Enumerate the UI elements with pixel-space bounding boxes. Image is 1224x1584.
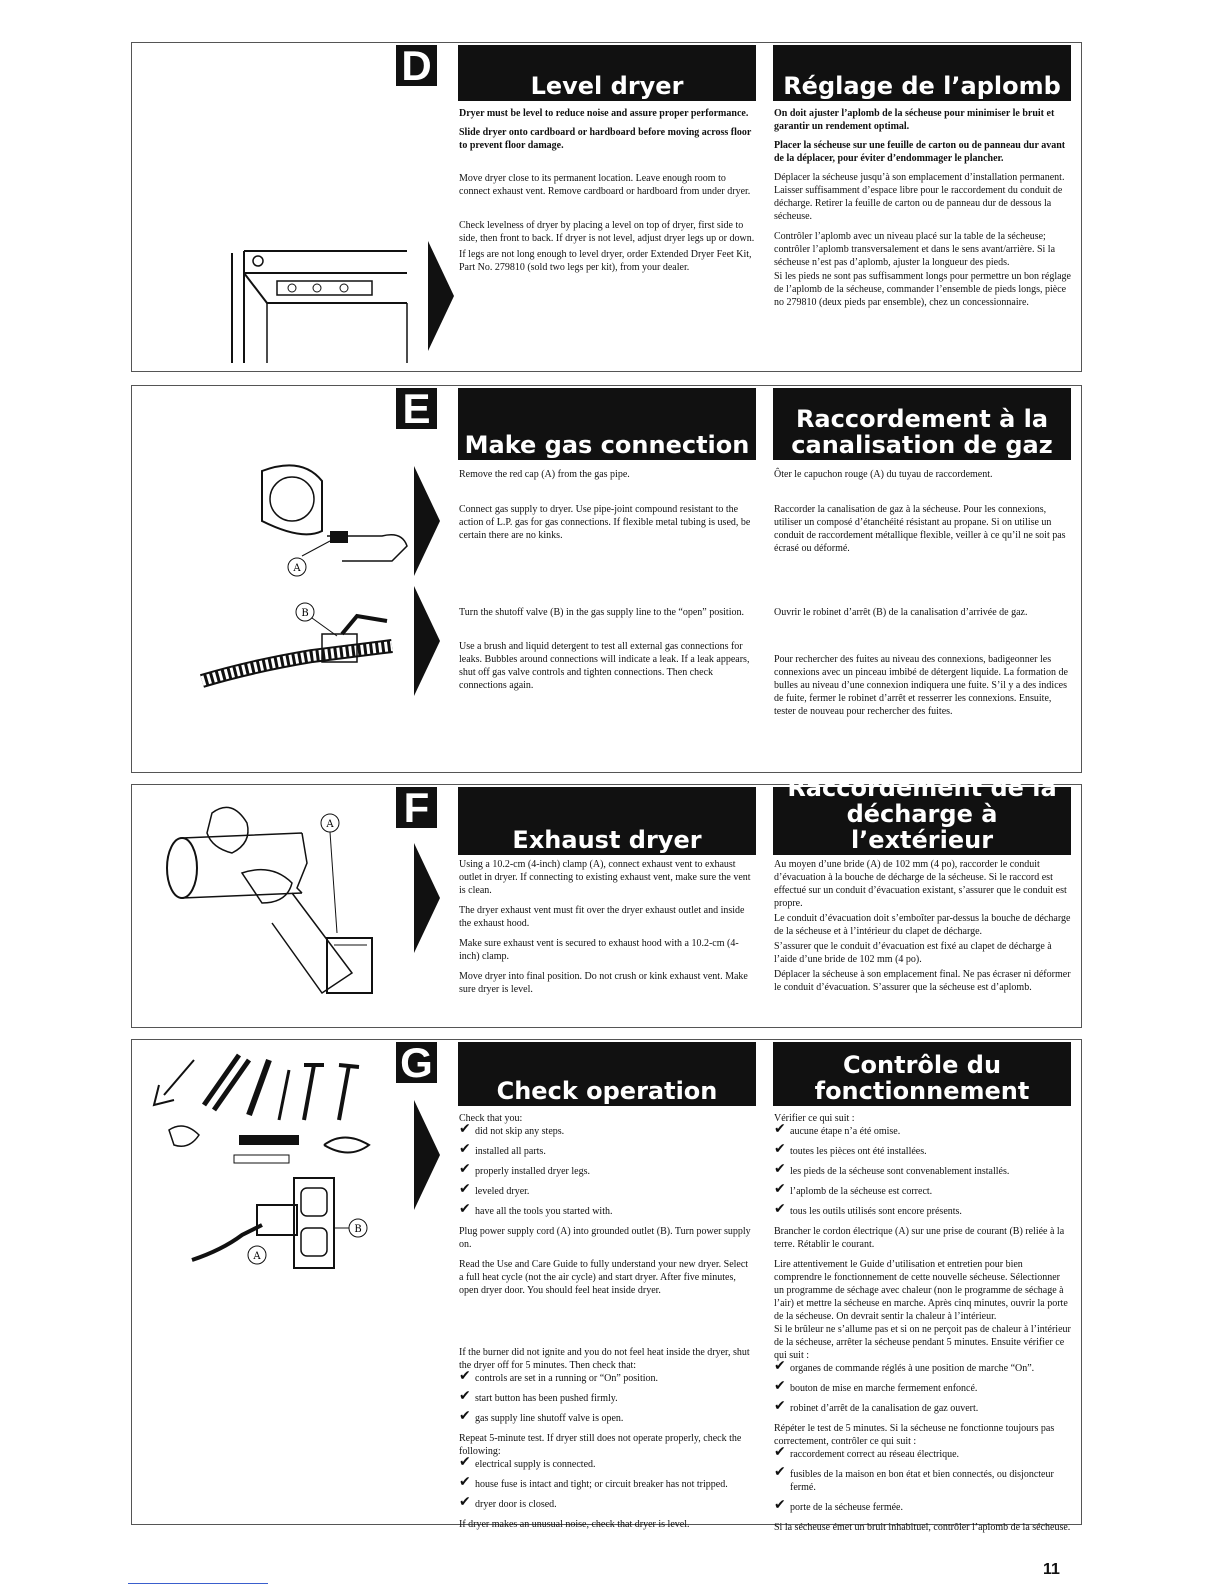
level-dryer-text-en: [459, 107, 755, 281]
section-level-dryer: [131, 42, 1082, 372]
exhaust-vent-illustration: [152, 793, 382, 1023]
power-cord-label-a: A: [253, 1251, 261, 1262]
shutoff-valve-illustration: [192, 596, 422, 706]
decharge-exterieur-para-4: Déplacer la sécheuse à son emplacement final. Ne pas écraser ni déformer le conduit d’évacuation. S’assurer que la sécheuse est d’aplomb.: [774, 969, 1071, 993]
heading-gas-connection-fr-line-2: canalisation de gaz: [791, 431, 1053, 459]
outlet-label-b: B: [354, 1224, 362, 1235]
checklist-item: ✔ les pieds de la sécheuse sont convenablement installés.: [774, 1165, 1072, 1178]
exhaust-dryer-para-2: The dryer exhaust vent must fit over the dryer exhaust outlet and inside the exhaust hood.: [459, 905, 745, 929]
checklist-item: ✔ start button has been pushed firmly.: [459, 1392, 755, 1405]
power-outlet-illustration: [182, 1170, 382, 1280]
checklist-item: ✔ did not skip any steps.: [459, 1125, 755, 1138]
controle-fonctionnement-checklist-3: [774, 1448, 1072, 1514]
gas-connection-para-2: Connect gas supply to dryer. Use pipe-joint compound resistant to the action of L.P. gas for gas connections. If flexible metal tubing is used, be certain there are no kinks.: [459, 504, 751, 541]
decharge-exterieur-para-1: Au moyen d’une bride (A) de 102 mm (4 po), raccorder le conduit d’évacuation à la bouche de décharge de la sécheuse. Si le raccord est effectué sur un conduit d’évacuation existant, s’assurer que le conduit est propre.: [774, 859, 1067, 909]
check-operation-text-fr: [774, 1112, 1072, 1541]
exhaust-dryer-text-fr: [774, 858, 1072, 1001]
heading-level-dryer-en: Level dryer: [458, 45, 756, 101]
gas-connection-text-en: [459, 468, 755, 699]
decharge-exterieur-para-2: Le conduit d’évacuation doit s’emboîter par-dessus la bouche de décharge de la sécheuse et à l’intérieur du clapet de décharge.: [774, 913, 1071, 937]
check-operation-para-2: Read the Use and Care Guide to fully understand your new dryer. Select a full heat cycle (not the air cycle) and start dryer. After five minutes, open dryer door. You should feel heat inside dryer.: [459, 1259, 749, 1296]
exhaust-dryer-text-en: [459, 858, 755, 1003]
level-dryer-text-fr: [774, 107, 1072, 316]
checklist-item: ✔ organes de commande réglés à une position de marche “On”.: [774, 1362, 1072, 1375]
checklist-item: ✔ installed all parts.: [459, 1145, 755, 1158]
gas-connection-text-fr: [774, 468, 1072, 725]
controle-fonctionnement-para-3: Si le brûleur ne s’allume pas et si on ne perçoit pas de chaleur à l’intérieur de la sécheuse, arrêter la sécheuse pendant 5 minutes. Ensuite vérifier ce qui suit :: [774, 1324, 1071, 1361]
level-dryer-bold-2: Slide dryer onto cardboard or hardboard before moving across floor to prevent floor damage.: [459, 127, 752, 151]
controle-fonctionnement-para-5: Si la sécheuse émet un bruit inhabituel, contrôler l’aplomb de la sécheuse.: [774, 1522, 1071, 1533]
step-arrow-e1: [414, 466, 440, 576]
checklist-item: ✔ gas supply line shutoff valve is open.: [459, 1412, 755, 1425]
exhaust-dryer-para-4: Move dryer into final position. Do not crush or kink exhaust vent. Make sure dryer is level.: [459, 971, 748, 995]
checklist-item: ✔ raccordement correct au réseau électrique.: [774, 1448, 1072, 1461]
controle-fonctionnement-checklist-2: [774, 1362, 1072, 1415]
heading-exhaust-dryer-fr-line-2: décharge à l’extérieur: [846, 800, 998, 854]
step-arrow-f: [414, 843, 440, 953]
checklist-item: ✔ leveled dryer.: [459, 1185, 755, 1198]
reglage-aplomb-para-1: Déplacer la sécheuse jusqu’à son emplacement d’installation permanent. Laisser suffisamment d’espace libre pour le raccordement du conduit de décharge. Retirer la feuille de carton ou de panneau dur de dessous la sécheuse.: [774, 172, 1065, 222]
gas-pipe-cap-illustration: [242, 461, 422, 581]
checklist-item: ✔ dryer door is closed.: [459, 1498, 755, 1511]
heading-check-operation-fr-line-1: Contrôle du: [842, 1051, 1002, 1079]
step-arrow-e2: [414, 586, 440, 696]
step-letter-f: F: [396, 787, 437, 828]
heading-check-operation-en: Check operation: [458, 1042, 756, 1106]
check-operation-text-en: [459, 1112, 755, 1538]
checklist-item: ✔ have all the tools you started with.: [459, 1205, 755, 1218]
checklist-item: ✔ toutes les pièces ont été installées.: [774, 1145, 1072, 1158]
page-number: 11: [1043, 1561, 1060, 1578]
controle-fonctionnement-para-2: Lire attentivement le Guide d’utilisation et entretien pour bien comprendre le fonctionnement de cette nouvelle sécheuse. Sélectionner un programme de séchage avec chaleur (non le programme de séchage à l’air) et mettre la sécheuse en marche. Après cinq minutes, ouvrir la porte de la sécheuse. On devrait sentir la chaleur à l’intérieur.: [774, 1259, 1068, 1322]
check-operation-para-1: Plug power supply cord (A) into grounded outlet (B). Turn power supply on.: [459, 1226, 751, 1250]
level-dryer-para-2: Check levelness of dryer by placing a level on top of dryer, first side to side, then front to back. If dryer is not level, adjust dryer legs up or down.: [459, 220, 755, 244]
raccordement-gaz-para-4: Pour rechercher des fuites au niveau des connexions, badigeonner les connexions avec un pinceau imbibé de détergent liquide. La formation de bulles au niveau d’une connexion indiquera une fuite. S’il y a des indices de fuite, fermer le robinet d’arrêt et resserrer les connexions. Ensuite, tester de nouveau pour rechercher des fuites.: [774, 654, 1068, 717]
gas-connection-para-3: Turn the shutoff valve (B) in the gas supply line to the “open” position.: [459, 607, 744, 618]
exhaust-dryer-para-1: Using a 10.2-cm (4-inch) clamp (A), connect exhaust vent to exhaust outlet in dryer. If connecting to existing exhaust vent, make sure the vent is clean.: [459, 859, 751, 896]
heading-check-operation-fr-line-2: fonctionnement: [814, 1077, 1030, 1105]
level-dryer-bold-1: Dryer must be level to reduce noise and assure proper performance.: [459, 108, 749, 119]
heading-check-operation-fr: [773, 1042, 1071, 1106]
controle-fonctionnement-intro: Vérifier ce qui suit :: [774, 1113, 855, 1124]
shutoff-valve-label-b: B: [301, 608, 309, 619]
checklist-item: ✔ l’aplomb de la sécheuse est correct.: [774, 1185, 1072, 1198]
checklist-item: ✔ electrical supply is connected.: [459, 1458, 755, 1471]
heading-exhaust-dryer-en: Exhaust dryer: [458, 787, 756, 855]
check-operation-para-3: If the burner did not ignite and you do not feel heat inside the dryer, shut the dryer off for 5 minutes. Then check that:: [459, 1347, 750, 1371]
checklist-item: ✔ house fuse is intact and tight; or circuit breaker has not tripped.: [459, 1478, 755, 1491]
controle-fonctionnement-checklist-1: [774, 1125, 1072, 1218]
dryer-level-illustration: [222, 233, 422, 373]
step-arrow-d: [428, 241, 454, 351]
checklist-item: ✔ tous les outils utilisés sont encore présents.: [774, 1205, 1072, 1218]
checklist-item: ✔ bouton de mise en marche fermement enfoncé.: [774, 1382, 1072, 1395]
checklist-item: ✔ controls are set in a running or “On” position.: [459, 1372, 755, 1385]
section-gas-connection: [131, 385, 1082, 773]
controle-fonctionnement-para-1: Brancher le cordon électrique (A) sur une prise de courant (B) reliée à la terre. Rétablir le courant.: [774, 1226, 1065, 1250]
tools-illustration: [144, 1045, 384, 1175]
heading-gas-connection-fr: [773, 388, 1071, 460]
raccordement-gaz-para-1: Ôter le capuchon rouge (A) du tuyau de raccordement.: [774, 469, 993, 480]
step-letter-d: D: [396, 45, 437, 86]
checklist-item: ✔ porte de la sécheuse fermée.: [774, 1501, 1072, 1514]
check-operation-para-5: If dryer makes an unusual noise, check that dryer is level.: [459, 1519, 690, 1530]
step-letter-e: E: [396, 388, 437, 429]
controle-fonctionnement-para-4: Répéter le test de 5 minutes. Si la sécheuse ne fonctionne toujours pas correctement, contrôler ce qui suit :: [774, 1423, 1055, 1447]
check-operation-checklist-1: [459, 1125, 755, 1218]
raccordement-gaz-para-2: Raccorder la canalisation de gaz à la sécheuse. Pour les connexions, utiliser un composé d’étanchéité résistant au propane. Si on utilise un conduit de raccordement métallique flexible, veiller à ce qu’il ne soit pas écrasé ou déformé.: [774, 504, 1066, 554]
check-operation-checklist-3: [459, 1458, 755, 1511]
heading-gas-connection-fr-line-1: Raccordement à la: [795, 405, 1049, 433]
gas-cap-label-a: A: [293, 563, 301, 574]
step-arrow-g: [414, 1100, 440, 1210]
heading-exhaust-dryer-fr-line-1: Raccordement de la: [787, 774, 1057, 802]
check-operation-checklist-2: [459, 1372, 755, 1425]
checklist-item: ✔ properly installed dryer legs.: [459, 1165, 755, 1178]
reglage-aplomb-bold-1: On doit ajuster l’aplomb de la sécheuse pour minimiser le bruit et garantir un rendement optimal.: [774, 108, 1055, 132]
heading-level-dryer-fr: Réglage de l’aplomb: [773, 45, 1071, 101]
step-letter-g: G: [396, 1042, 437, 1083]
raccordement-gaz-para-3: Ouvrir le robinet d’arrêt (B) de la canalisation d’arrivée de gaz.: [774, 607, 1028, 618]
exhaust-clamp-label-a: A: [326, 819, 334, 830]
gas-connection-para-4: Use a brush and liquid detergent to test all external gas connections for leaks. Bubbles around connections will indicate a leak. If a leak appears, shut off gas valve controls and tighten connections. Then check connections again.: [459, 641, 750, 691]
level-dryer-para-3: If legs are not long enough to level dryer, order Extended Dryer Feet Kit, Part No. 279810 (sold two legs per kit), from your dealer.: [459, 249, 752, 273]
reglage-aplomb-bold-2: Placer la sécheuse sur une feuille de carton ou de panneau dur avant de la déplacer, pour éviter d’endommager le plancher.: [774, 140, 1066, 164]
checklist-item: ✔ fusibles de la maison en bon état et bien connectés, ou disjoncteur fermé.: [774, 1468, 1072, 1494]
gas-connection-para-1: Remove the red cap (A) from the gas pipe.: [459, 469, 630, 480]
reglage-aplomb-para-2: Contrôler l’aplomb avec un niveau placé sur la table de la sécheuse; contrôler l’aplomb transversalement et dans le sens avant/arrière. Si la sécheuse n’est pas d’aplomb, ajuster la longueur des pieds.: [774, 231, 1056, 268]
checklist-item: ✔ robinet d’arrêt de la canalisation de gaz ouvert.: [774, 1402, 1072, 1415]
checklist-item: ✔ aucune étape n’a été omise.: [774, 1125, 1072, 1138]
section-exhaust-dryer: [131, 774, 1082, 1028]
exhaust-dryer-para-3: Make sure exhaust vent is secured to exhaust hood with a 10.2-cm (4-inch) clamp.: [459, 938, 739, 962]
heading-exhaust-dryer-fr: [773, 774, 1071, 855]
check-operation-para-4: Repeat 5-minute test. If dryer still does not operate properly, check the following:: [459, 1433, 742, 1457]
reglage-aplomb-para-3: Si les pieds ne sont pas suffisamment longs pour permettre un bon réglage de l’aplomb de la sécheuse, commander l’ensemble de pieds longs, pièce no 279810 (deux pieds par ensemble), chez un concessionnaire.: [774, 271, 1071, 308]
level-dryer-para-1: Move dryer close to its permanent location. Leave enough room to connect exhaust vent. Remove cardboard or hardboard from under dryer.: [459, 173, 751, 197]
heading-gas-connection-en: Make gas connection: [458, 388, 756, 460]
section-check-operation: [131, 1039, 1082, 1533]
check-operation-intro: Check that you:: [459, 1113, 523, 1124]
decharge-exterieur-para-3: S’assurer que le conduit d’évacuation est fixé au clapet de décharge à l’aide d’une bride de 102 mm (4 po).: [774, 941, 1052, 965]
